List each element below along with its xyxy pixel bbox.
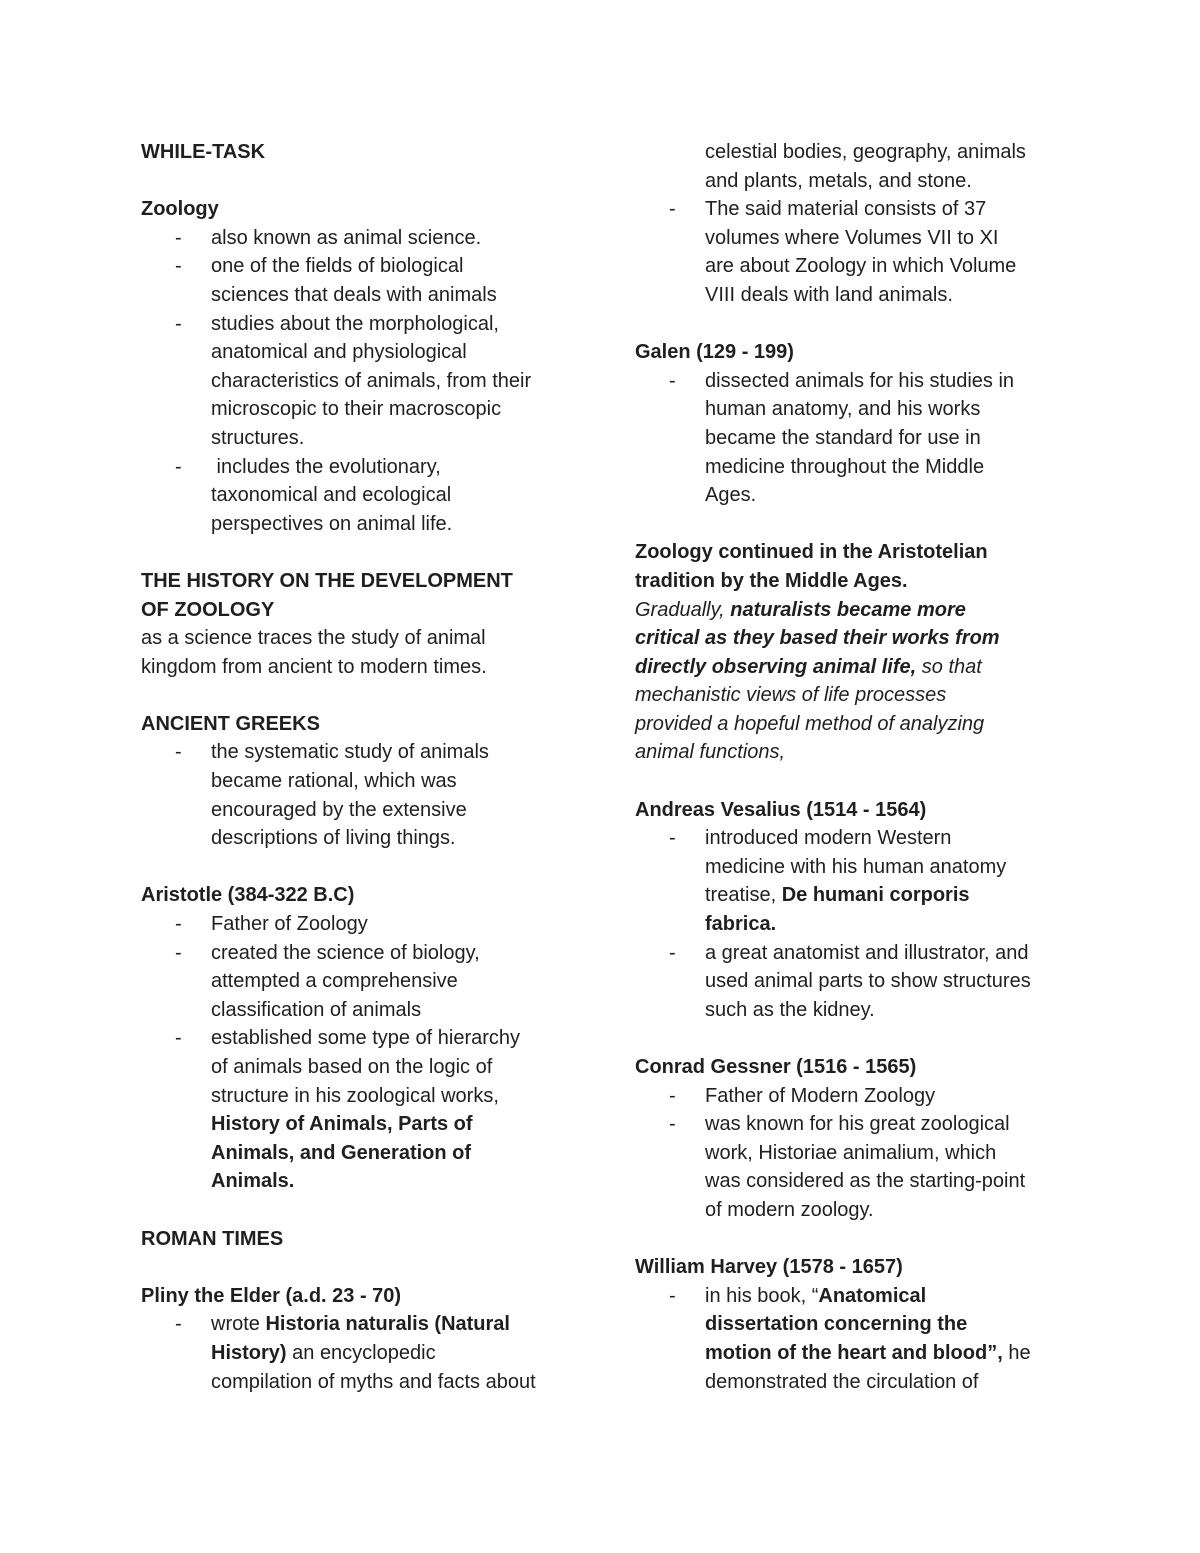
- list-item: [635, 824, 1070, 938]
- bullet-text: created the science of biology,: [211, 941, 480, 964]
- bullet-text: [211, 1339, 581, 1368]
- inline-bold: motion of the heart and blood”,: [705, 1341, 1003, 1364]
- list-item: [141, 939, 581, 1025]
- bold-italic-text: critical as they based their works from: [635, 627, 1000, 650]
- bullet-text: Father of Zoology: [211, 913, 368, 936]
- bullet-text: includes the evolutionary,: [211, 455, 441, 478]
- bullet-text: was considered as the starting-point: [705, 1170, 1026, 1193]
- section-title-pliny: Pliny the Elder (a.d. 23 - 70): [141, 1284, 402, 1307]
- dash-bullet: -: [175, 941, 182, 964]
- bullet-text: became the standard for use in: [705, 426, 981, 449]
- heading-while-task: WHILE-TASK: [141, 141, 266, 163]
- inline-bold: History): [211, 1341, 287, 1364]
- section-title-middle-ages: Zoology continued in the Aristotelian: [635, 541, 988, 564]
- section-title-history: THE HISTORY ON THE DEVELOPMENT: [141, 569, 513, 592]
- bullet-text: Father of Modern Zoology: [705, 1084, 936, 1107]
- bullet-text: became rational, which was: [211, 770, 457, 793]
- list-item-continued: [635, 138, 1070, 195]
- list-item: [635, 1282, 1070, 1396]
- bullet-text-bold: Animals, and Generation of: [211, 1141, 472, 1164]
- bullet-text: studies about the morphological,: [211, 312, 499, 335]
- list-item: [635, 195, 1070, 309]
- bullet-text: VIII deals with land animals.: [705, 283, 953, 306]
- list-item: [141, 453, 581, 539]
- dash-bullet: -: [669, 369, 676, 392]
- inline-text: he: [1002, 1341, 1031, 1364]
- dash-bullet: -: [175, 741, 182, 764]
- bullet-text-bold: dissertation concerning the: [705, 1313, 968, 1336]
- bullet-text: human anatomy, and his works: [705, 398, 981, 421]
- italic-text: animal functions,: [635, 741, 786, 764]
- list-item: [141, 252, 581, 309]
- list-item: [141, 310, 581, 453]
- inline-bold: Historia naturalis (Natural: [265, 1313, 510, 1336]
- inline-bold: Anatomical: [818, 1284, 927, 1307]
- inline-text: an encyclopedic: [286, 1341, 436, 1364]
- bullet-text: [705, 1282, 1070, 1311]
- list-item: [635, 939, 1070, 1025]
- bullet-text: taxonomical and ecological: [211, 484, 452, 507]
- bullet-text: a great anatomist and illustrator, and: [705, 941, 1029, 964]
- bullet-text: medicine throughout the Middle: [705, 455, 985, 478]
- section-title-history-cont: OF ZOOLOGY: [141, 598, 275, 621]
- italic-text: provided a hopeful method of analyzing: [635, 712, 985, 735]
- bullet-text: of modern zoology.: [705, 1198, 874, 1221]
- inline-text: in his book, “: [705, 1284, 819, 1307]
- bullet-text-bold: fabrica.: [705, 913, 777, 936]
- bullet-text: characteristics of animals, from their: [211, 369, 532, 392]
- section-title-roman-times: ROMAN TIMES: [141, 1227, 284, 1250]
- dash-bullet: -: [175, 255, 182, 278]
- bullet-text: The said material consists of 37: [705, 198, 987, 221]
- left-column: [141, 138, 581, 1396]
- dash-bullet: -: [669, 1084, 676, 1107]
- dash-bullet: -: [175, 1027, 182, 1050]
- bullet-text: celestial bodies, geography, animals: [705, 141, 1026, 163]
- bullet-text: sciences that deals with animals: [211, 283, 497, 306]
- bullet-text: work, Historiae animalium, which: [705, 1141, 997, 1164]
- dash-bullet: -: [669, 1113, 676, 1136]
- bullet-text: [211, 1310, 581, 1339]
- body-text: as a science traces the study of animal: [141, 627, 486, 650]
- bullet-text: also known as animal science.: [211, 226, 482, 249]
- body-text: kingdom from ancient to modern times.: [141, 655, 487, 678]
- inline-bold-italic: naturalists became more: [730, 598, 966, 621]
- dash-bullet: -: [175, 913, 182, 936]
- section-title-zoology: Zoology: [141, 198, 219, 221]
- bullet-text: microscopic to their macroscopic: [211, 398, 502, 421]
- list-item: [635, 1082, 1070, 1111]
- bullet-text-bold: History of Animals, Parts of: [211, 1113, 473, 1136]
- inline-italic: so that: [916, 655, 982, 678]
- bullet-text: was known for his great zoological: [705, 1113, 1010, 1136]
- dash-bullet: -: [669, 827, 676, 850]
- bullet-text: attempted a comprehensive: [211, 970, 458, 993]
- inline-text: treatise,: [705, 884, 782, 907]
- dash-bullet: -: [669, 198, 676, 221]
- section-title-galen: Galen (129 - 199): [635, 341, 794, 364]
- dash-bullet: -: [175, 455, 182, 478]
- bullet-text: anatomical and physiological: [211, 341, 467, 364]
- bullet-text: and plants, metals, and stone.: [705, 169, 972, 192]
- section-title-harvey: William Harvey (1578 - 1657): [635, 1256, 903, 1279]
- bullet-text: structure in his zoological works,: [211, 1084, 499, 1107]
- dash-bullet: -: [175, 312, 182, 335]
- section-title-gessner: Conrad Gessner (1516 - 1565): [635, 1056, 917, 1078]
- bullet-text: the systematic study of animals: [211, 741, 489, 764]
- bullet-text: compilation of myths and facts about: [211, 1370, 536, 1393]
- bullet-text: encouraged by the extensive: [211, 798, 467, 821]
- bullet-text: Ages.: [705, 484, 757, 507]
- bullet-text: introduced modern Western: [705, 827, 952, 850]
- bullet-text: descriptions of living things.: [211, 827, 456, 850]
- bullet-text: demonstrated the circulation of: [705, 1370, 979, 1393]
- bullet-text-bold: Animals.: [211, 1170, 295, 1193]
- bullet-text: of animals based on the logic of: [211, 1056, 493, 1078]
- bullet-text: classification of animals: [211, 998, 422, 1021]
- bullet-text: volumes where Volumes VII to XI: [705, 226, 999, 249]
- bullet-text: used animal parts to show structures: [705, 970, 1031, 993]
- dash-bullet: -: [175, 226, 182, 249]
- bullet-text: perspectives on animal life.: [211, 512, 453, 535]
- section-title-aristotle: Aristotle (384-322 B.C): [141, 884, 355, 907]
- list-item: [141, 1310, 581, 1396]
- italic-text: [635, 653, 1070, 682]
- bullet-text: medicine with his human anatomy: [705, 855, 1007, 878]
- right-column: [635, 138, 1070, 1396]
- bullet-text: structures.: [211, 426, 305, 449]
- section-title-ancient-greeks: ANCIENT GREEKS: [141, 712, 320, 735]
- section-title-middle-ages-cont: tradition by the Middle Ages.: [635, 569, 908, 592]
- list-item: [141, 224, 581, 253]
- dash-bullet: -: [669, 1284, 676, 1307]
- list-item: [635, 367, 1070, 510]
- bullet-text: such as the kidney.: [705, 998, 875, 1021]
- list-item: [141, 1024, 581, 1196]
- inline-italic: Gradually,: [635, 598, 731, 621]
- bullet-text: [705, 1339, 1070, 1368]
- dash-bullet: -: [175, 1313, 182, 1336]
- dash-bullet: -: [669, 941, 676, 964]
- section-title-vesalius: Andreas Vesalius (1514 - 1564): [635, 798, 927, 821]
- list-item: [141, 910, 581, 939]
- inline-bold: De humani corporis: [781, 884, 970, 907]
- bullet-text: dissected animals for his studies in: [705, 369, 1015, 392]
- list-item: [141, 738, 581, 852]
- bullet-text: one of the fields of biological: [211, 255, 464, 278]
- bullet-text: established some type of hierarchy: [211, 1027, 521, 1050]
- list-item: [635, 1110, 1070, 1224]
- italic-text: mechanistic views of life processes: [635, 684, 947, 707]
- italic-text: [635, 596, 1070, 625]
- inline-text: wrote: [211, 1313, 266, 1336]
- bullet-text: are about Zoology in which Volume: [705, 255, 1017, 278]
- inline-bold-italic: directly observing animal life,: [635, 655, 917, 678]
- bullet-text: [705, 881, 1070, 910]
